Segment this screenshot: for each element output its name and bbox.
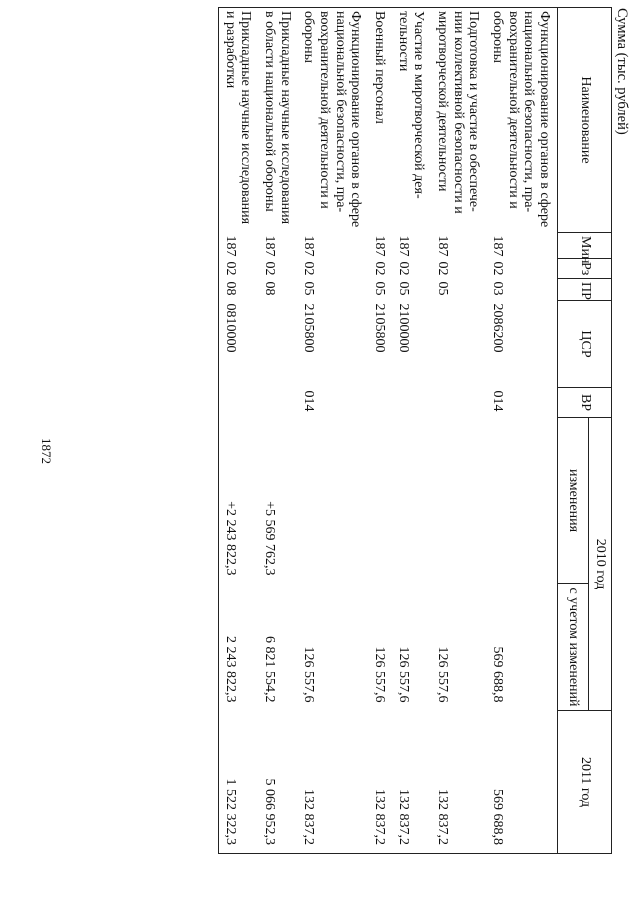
cell-with-changes: 569 688,8 [489,646,505,703]
cell-name: Участие в миротворческой дея-тельности [392,8,431,233]
table-row [218,8,258,854]
cell-min: 187 [301,235,317,257]
cell-csr: 2105800 [371,303,387,353]
cell-2011: 132 837,2 [431,711,486,854]
cell-csr: 2086200 [489,303,505,353]
cell-pr: 05 [434,281,450,296]
cell-rz: 02 [261,261,277,276]
table-row [298,8,369,854]
cell-2011: 1 522 322,3 [218,711,258,854]
cell-name: Подготовка и участие в обеспече-нии коллективной безопасности и миротворческой деятельности [431,8,486,233]
table-body [218,8,557,854]
cell-with-changes: 126 557,6 [301,646,317,703]
cell-changes [486,418,557,584]
cell-vr [258,388,297,418]
header-changes: изменения [558,418,589,584]
cell-name: Прикладные научные исследования и разработки [218,8,258,233]
cell-csr: 0810000 [218,301,258,388]
cell-with-changes: 126 557,6 [395,646,411,703]
cell-pr: 03 [489,281,505,296]
cell-rz: 02 [371,261,387,276]
cell-vr [368,388,392,418]
cell-2011: 5 066 952,3 [258,711,297,854]
cell-min: 187 [395,235,411,257]
cell-csr [431,301,486,388]
table-row [431,8,486,854]
cell-2011: 132 837,2 [392,711,431,854]
cell-2011: 132 837,2 [298,711,369,854]
cell-with-changes: 126 557,6 [434,646,450,703]
header-csr: ЦСР [558,301,612,388]
table-row [258,8,297,854]
cell-vr [431,388,486,418]
cell-rz: 02 [434,261,450,276]
cell-csr [258,301,297,388]
cell-name: Прикладные научные исследования в области национальной обороны [258,8,297,233]
cell-2011: 132 837,2 [368,711,392,854]
cell-pr: 05 [371,281,387,296]
header-year-2011: 2011 год [558,711,612,854]
table-row [392,8,431,854]
cell-pr: 05 [301,281,317,296]
cell-rz: 02 [218,259,258,279]
cell-min: 187 [371,235,387,257]
cell-rz: 02 [301,261,317,276]
cell-vr: 014 [301,390,317,412]
cell-csr: 2105800 [301,303,317,353]
page-number: 1872 [39,438,54,464]
cell-changes [392,418,431,584]
cell-rz: 02 [395,261,411,276]
cell-with-changes: 126 557,6 [371,646,387,703]
cell-min: 187 [489,235,505,257]
cell-pr: 08 [218,279,258,301]
header-min: Мин [558,233,612,259]
cell-changes [431,418,486,584]
header-rz: Рз [558,259,612,279]
cell-csr: 2100000 [395,303,411,353]
cell-changes: +2 243 822,3 [218,418,258,584]
cell-name: Функционирование органов в сфере национальной безопасности, пра-воохранительной деятельности и обороны [486,8,557,233]
budget-table [218,7,612,854]
cell-vr [392,388,431,418]
header-vr: ВР [558,388,612,418]
cell-name: Военный персонал [368,8,392,233]
cell-min: 187 [261,235,277,257]
header-year-2010: 2010 год [589,418,612,711]
cell-2011: 569 688,8 [486,711,557,854]
cell-changes [298,418,369,584]
cell-name: Функционирование органов в сфере национальной безопасности, пра-воохранительной деятельности и обороны [298,8,369,233]
cell-pr: 05 [395,281,411,296]
table-row [486,8,557,854]
table-row [368,8,392,854]
cell-changes [368,418,392,584]
cell-with-changes: 6 821 554,2 [261,636,277,703]
cell-vr: 014 [489,390,505,412]
cell-changes: +5 569 762,3 [261,501,277,576]
header-with-changes: с учетом изменений [558,584,589,711]
header-pr: ПР [558,279,612,301]
cell-min: 187 [434,235,450,257]
cell-rz: 02 [489,261,505,276]
cell-with-changes: 2 243 822,3 [218,584,258,711]
cell-vr [218,388,258,418]
units-caption: Сумма (тыс. рублей) [614,8,630,135]
header-name: Наименование [558,8,612,233]
cell-pr: 08 [261,281,277,296]
cell-min: 187 [218,233,258,259]
